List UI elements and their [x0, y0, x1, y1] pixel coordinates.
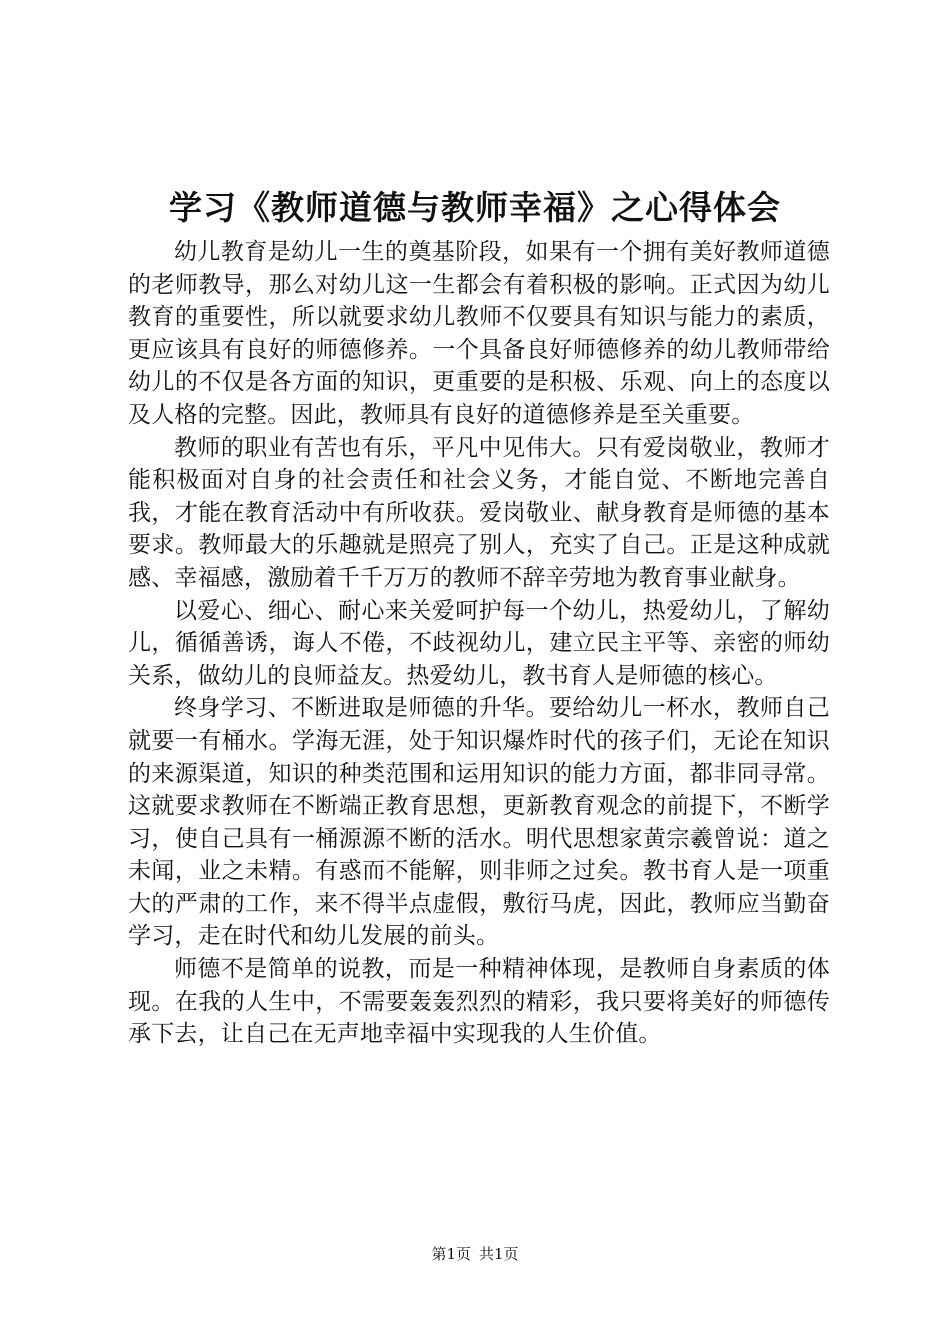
paragraph-4: 终身学习、不断进取是师德的升华。要给幼儿一杯水，教师自己就要一有桶水。学海无涯，处于知识爆炸时代的孩子们，无论在知识的来源渠道，知识的种类范围和运用知识的能力方面，都非同寻常。这就要求教师在不断端正教育思想，更新教育观念的前提下，不断学习，使自己具有一桶源源不断的活水。明代思想家黄宗羲曾说：道之未闻，业之未精。有惑而不能解，则非师之过矣。教书育人是一项重大的严肃的工作，来不得半点虚假，敷衍马虎，因此，教师应当勤奋学习，走在时代和幼儿发展的前头。: [128, 695, 830, 950]
document-title: 学习《教师道德与教师幸福》之心得体会: [169, 188, 781, 227]
paragraph-2: 教师的职业有苦也有乐，平凡中见伟大。只有爱岗敬业，教师才能积极面对自身的社会责任和社会义务，才能自觉、不断地完善自我，才能在教育活动中有所收获。爱岗敬业、献身教育是师德的基本要求。教师最大的乐趣就是照亮了别人，充实了自己。正是这种成就感、幸福感，激励着千千万万的教师不辞辛劳地为教育事业献身。: [128, 434, 830, 591]
page-footer: [0, 1244, 950, 1264]
document-body: [128, 236, 830, 1051]
paragraph-3: 以爱心、细心、耐心来关爱呵护每一个幼儿，热爱幼儿，了解幼儿，循循善诱，诲人不倦，不歧视幼儿，建立民主平等、亲密的师幼关系，做幼儿的良师益友。热爱幼儿，教书育人是师德的核心。: [128, 597, 830, 689]
paragraph-5: 师德不是简单的说教，而是一种精神体现，是教师自身素质的体现。在我的人生中，不需要轰轰烈烈的精彩，我只要将美好的师德传承下去，让自己在无声地幸福中实现我的人生价值。: [128, 956, 830, 1048]
paragraph-1: 幼儿教育是幼儿一生的奠基阶段，如果有一个拥有美好教师道德的老师教导，那么对幼儿这一生都会有着积极的影响。正式因为幼儿教育的重要性，所以就要求幼儿教师不仅要具有知识与能力的素质，更应该具有良好的师德修养。一个具备良好师德修养的幼儿教师带给幼儿的不仅是各方面的知识，更重要的是积极、乐观、向上的态度以及人格的完整。因此，教师具有良好的道德修养是至关重要。: [128, 239, 830, 428]
page-total: 共1页: [479, 1245, 519, 1263]
page-number: 第1页: [431, 1245, 471, 1263]
